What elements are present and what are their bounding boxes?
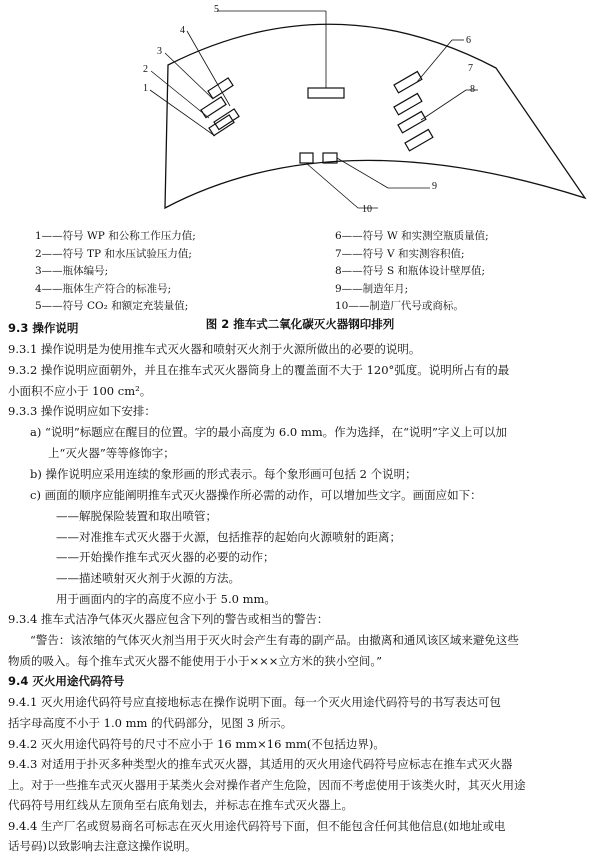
callout-number-5: 5	[214, 4, 219, 15]
text-line: 9.4.4 生产厂名或贸易商名可标志在灭火用途代码符号下面，但不能包含任何其他信息(如地址或电	[8, 819, 506, 833]
legend-item: 3——瓶体编号;	[35, 265, 109, 277]
text-line: ——描述喷射灭火剂于火源的方法。	[56, 571, 240, 585]
text-line: “警告：该浓缩的气体灭火剂当用于灭火时会产生有毒的副产品。由撤离和通风该区域来避免这些	[30, 633, 519, 647]
stamp-box-9	[300, 153, 313, 163]
stamp-box-8b	[405, 130, 433, 151]
text-line: 代码符号用红线从左顶角至右底角划去，并标志在推车式灭火器上。	[8, 798, 353, 812]
text-line: c) 画面的顺序应能阐明推车式灭火器操作所必需的动作，可以增加些文字。画面应如下：	[30, 488, 482, 502]
stamp-box-8a	[398, 112, 426, 133]
stamp-box-6	[394, 72, 422, 93]
legend-item: 8——符号 S 和瓶体设计壁厚值;	[335, 265, 486, 277]
text-line: ——开始操作推车式灭火器的必要的动作；	[56, 550, 275, 564]
legend-right	[335, 228, 489, 316]
legend-item: 6——符号 W 和实测空瓶质量值;	[335, 230, 489, 242]
text-line: 9.3.1 操作说明是为使用推车式灭火器和喷射灭火剂于火源所做出的必要的说明。	[8, 342, 421, 356]
text-line: 物质的吸入。每个推车式灭火器不能使用于小于×××立方米的狭小空间。”	[8, 654, 383, 668]
callout-number-4: 4	[180, 25, 185, 36]
legend-item: 4——瓶体生产符合的标准号;	[35, 282, 172, 295]
text-line: 9.4.2 灭火用途代码符号的尺寸不应小于 16 mm×16 mm(不包括边界)。	[8, 737, 385, 751]
text-line: 上“灭火器”等等修饰字；	[48, 446, 175, 460]
section-heading: 9.3 操作说明	[8, 321, 79, 335]
text-line: 9.3.2 操作说明应面朝外，并且在推车式灭火器筒身上的覆盖面不大于 120°弧度。说明所占有的最	[8, 363, 510, 377]
text-line: b) 操作说明应采用连续的象形画的形式表示。每个象形画可包括 2 个说明；	[30, 467, 417, 481]
stamp-box-1	[209, 115, 234, 136]
section-heading: 9.4 灭火用途代码符号	[8, 674, 125, 688]
stamp-box-7	[394, 94, 422, 115]
figure-caption: 图 2 推车式二氧化碳灭火器钢印排列	[205, 317, 395, 331]
legend-item: 9——制造年月;	[335, 282, 409, 295]
callout-number-10: 10	[362, 204, 372, 215]
callout-number-7: 7	[468, 63, 473, 74]
text-line: 9.4.1 灭火用途代码符号应直接地标志在操作说明下面。每一个灭火用途代码符号的书写表达可包	[8, 695, 501, 709]
stamp-box-5	[308, 88, 344, 98]
legend-item: 5——符号 CO₂ 和额定充装量值;	[35, 300, 189, 312]
stamp-layout-diagram	[0, 0, 600, 215]
callout-number-1: 1	[143, 83, 148, 94]
text-line: ——解脱保险装置和取出喷管；	[56, 509, 217, 523]
callout-number-8: 8	[470, 84, 475, 95]
callout-number-6: 6	[466, 35, 471, 46]
text-line: 9.4.3 对适用于扑灭多种类型火的推车式灭火器，其适用的灭火用途代码符号应标志在推车式灭火器	[8, 757, 513, 771]
text-line: 上。对于一些推车式灭火器用于某类火会对操作者产生危险，因而不考虑使用于该类火时，其灭火用途	[8, 778, 526, 792]
callout-number-3: 3	[157, 46, 162, 57]
callout-number-9: 9	[432, 181, 437, 192]
text-line: 9.3.4 推车式洁净气体灭火器应包含下列的警告或相当的警告：	[8, 612, 329, 626]
legend-left	[35, 228, 196, 316]
text-line: 话号码)以致影响去注意这操作说明。	[8, 839, 197, 853]
stamp-box-4	[214, 109, 239, 130]
text-line: a) “说明”标题应在醒目的位置。字的最小高度为 6.0 mm。作为选择，在“说明”字义上可以加	[30, 425, 507, 439]
stamp-box-3	[208, 78, 233, 99]
text-line: 括字母高度不小于 1.0 mm 的代码部分，见图 3 所示。	[8, 716, 293, 730]
text-line: ——对准推车式灭火器于火源，包括推荐的起始向火源喷射的距离；	[56, 530, 401, 544]
text-line: 小面积不应小于 100 cm²。	[8, 384, 152, 398]
text-line: 9.3.3 操作说明应如下安排：	[8, 404, 156, 418]
callout-number-2: 2	[143, 64, 148, 75]
legend-item: 1——符号 WP 和公称工作压力值;	[35, 230, 196, 242]
legend-item: 7——符号 V 和实测容积值;	[335, 247, 465, 260]
text-line: 用于画面内的字的高度不应小于 5.0 mm。	[56, 592, 276, 606]
legend-item: 10——制造厂代号或商标。	[335, 300, 464, 312]
legend-item: 2——符号 TP 和水压试验压力值;	[35, 247, 192, 260]
